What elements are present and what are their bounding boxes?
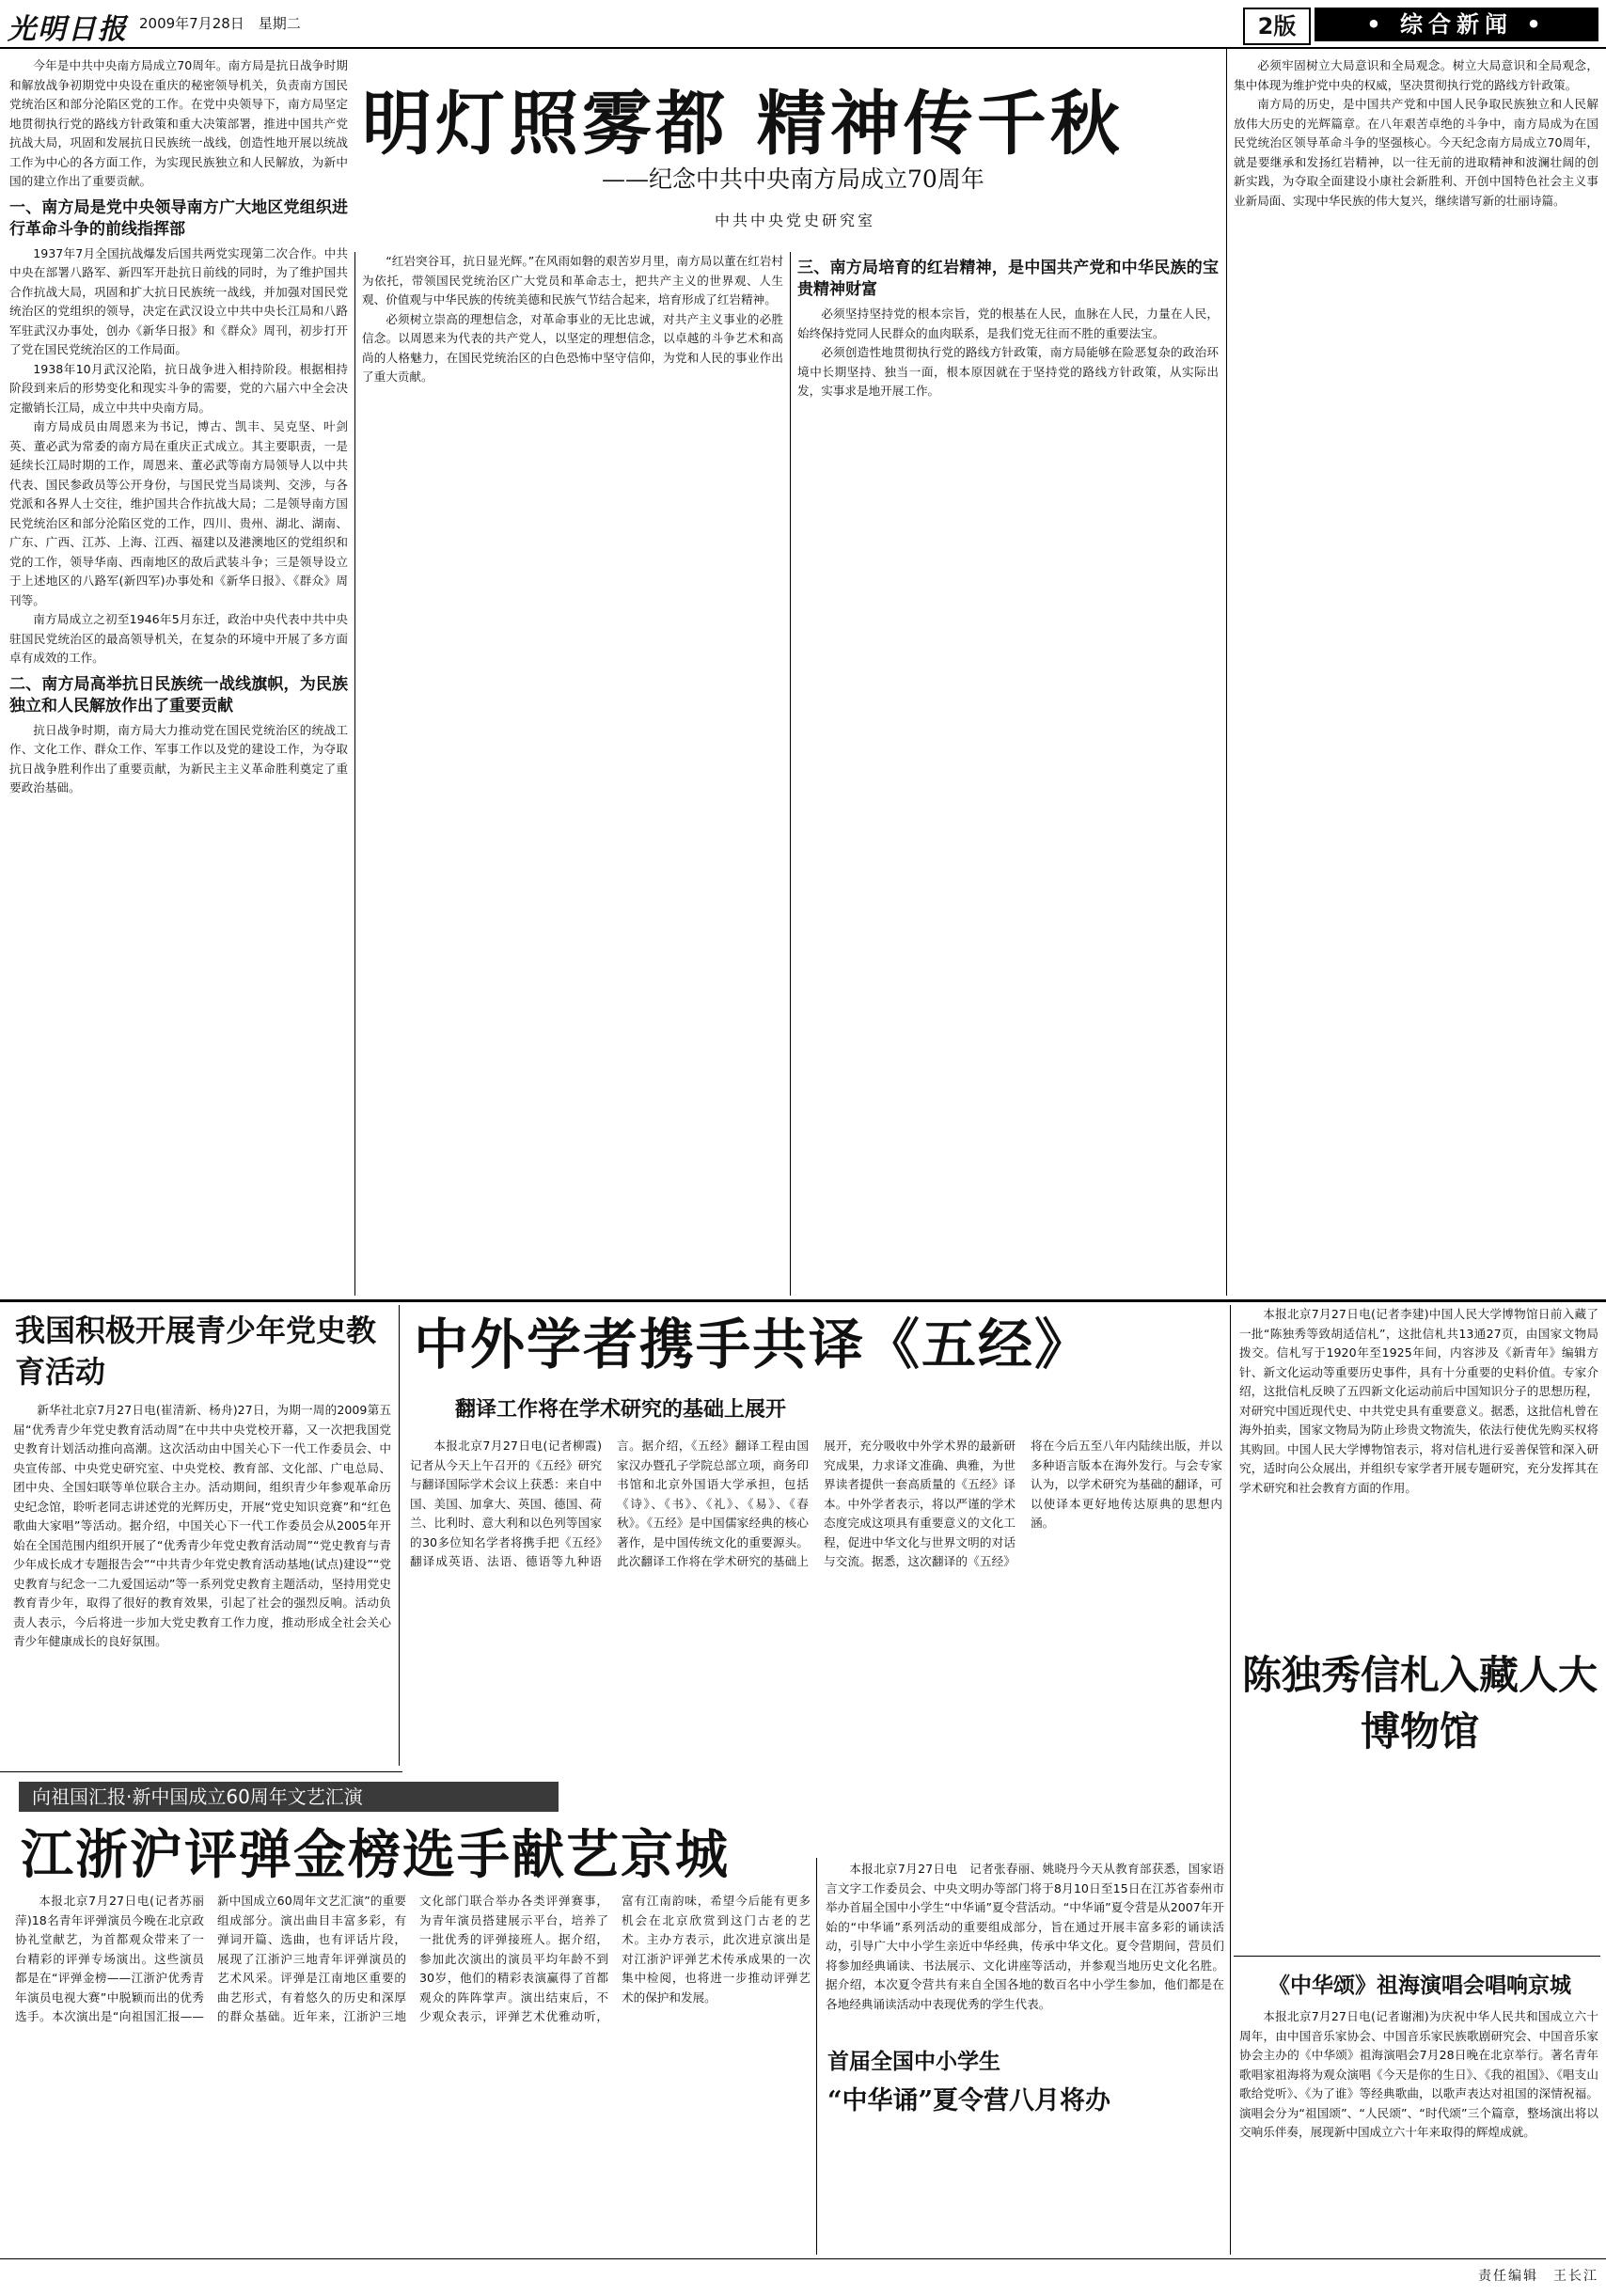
wujing-headline: 中外学者携手共译《五经》 <box>414 1313 1092 1376</box>
paragraph: 南方局成员由周恩来为书记，博古、凯丰、吴克坚、叶剑英、董必武为常委的南方局在重庆正式成立。其主要职责，一是延续长江局时期的工作，周恩来、董必武等南方局领导人以中共代表、国民参政员等公开身份，与国民党当局谈判、交涉，与各党派和各界人士交往，维护国共合作抗战大局；二是领导南方国民党统治区和部分沦陷区党的工作，四川、贵州、湖北、湖南、广东、广西、江苏、上海、江西、福建以及港澳地区的党组织和党的工作，领导华南、西南地区的敌后武装斗争；三是领导设立于上述地区的八路军(新四军)办事处和《新华日报》、《群众》周刊等。 <box>9 419 348 607</box>
main-column-3 <box>797 252 1219 1296</box>
chen-article <box>1239 1305 1598 1643</box>
paragraph: 1938年10月武汉沦陷，抗日战争进入相持阶段。根据相持阶段到来后的形势变化和现实斗争的需要，党的六届六中全会决定撤销长江局，成立中共中央南方局。 <box>9 361 348 415</box>
main-column-4 <box>1234 56 1598 1296</box>
main-headline: 明灯照雾都 精神传千秋 <box>362 84 1124 165</box>
chen-headline: 陈独秀信札入藏人大博物馆 <box>1241 1652 1598 1754</box>
main-subheadline: ——纪念中共中央南方局成立70周年 <box>602 165 984 193</box>
header-rule <box>0 47 1606 49</box>
paragraph: 本报北京7月27日电(记者柳霞)记者从今天上午召开的《五经》研究与翻译国际学术会议上获悉：来自中国、美国、加拿大、英国、德国、荷兰、比利时、意大利和以色列等国家的30多位知名学者将携手把《五经》翻译成英语、法语、德语等九种语言。据介绍，《五经》翻译工程由国家汉办暨孔子学院总部立项，商务印书馆和北京外国语大学承担，包括《诗》、《书》、《礼》、《易》、《春秋》。《五经》是中国儒家经典的核心著作，是中国传统文化的重要源头。此次翻译工作将在学术研究的基础上展开，充分吸收中外学术界的最新研究成果，力求译文准确、典雅，为世界读者提供一套高质量的《五经》译本。中外学者表示，将以严谨的学术态度完成这项具有重要意义的文化工程，促进中华文化与世界文明的对话与交流。据悉，这次翻译的《五经》将在今后五至八年内陆续出版，并以多种语言版本在海外发行。与会专家认为，以学术研究为基础的翻译，可以使译本更好地传达原典的思想内涵。 <box>410 1439 1222 1568</box>
paragraph: 本报北京7月27日电 记者张春丽、姚晓丹今天从教育部获悉，国家语言文字工作委员会、中央文明办等部门将于8月10日至15日在江苏省泰州市举办首届全国中小学生“中华诵”夏令营活动。“中华诵”夏令营是从2007年开始的“中华诵”系列活动的重要组成部分，旨在通过开展丰富多彩的诵读活动，引导广大中小学生亲近中华经典，传承中华文化。夏令营期间，营员们将参加经典诵读、书法展示、文化讲座等活动，并参观当地历史文化名胜。据介绍，本次夏令营共有来自全国各地的数百名中小学生参加，他们都是在各地经典诵读活动中表现优秀的学生代表。 <box>826 1862 1224 2011</box>
section-rule <box>0 1771 402 1772</box>
paragraph: 本报北京7月27日电(记者谢湘)为庆祝中华人民共和国成立六十周年，由中国音乐家协会、中国音乐家民族歌剧研究会、中国音乐家协会主办的《中华颂》祖海演唱会7月28日晚在北京举行。著名青年歌唱家祖海将为观众演唱《今天是你的生日》、《我的祖国》、《唱支山歌给党听》、《为了谁》等经典歌曲，以歌声表达对祖国的深情祝福。演唱会分为“祖国颂”、“人民颂”、“时代颂”三个篇章，整场演出将以交响乐伴奏，展现新中国成立六十年来取得的辉煌成就。 <box>1239 2009 1598 2139</box>
column-rule <box>354 252 355 1296</box>
newspaper-logo: 光明日报 <box>8 13 128 46</box>
section-rule <box>1234 1956 1600 1957</box>
jiang-article <box>15 1892 811 2258</box>
paragraph: 本报北京7月27日电(记者苏丽萍)18名青年评弹演员今晚在北京政协礼堂献艺，为首都观众带来了一台精彩的评弹专场演出。这些演员都是在“评弹金榜——江浙沪优秀青年演员电视大赛”中脱颖而出的优秀选手。本次演出是“向祖国汇报——新中国成立60周年文艺汇演”的重要组成部分。演出曲目丰富多彩，有弹词开篇、选曲，也有评话片段，展现了江浙沪三地青年评弹演员的艺术风采。评弹是江南地区重要的曲艺形式，有着悠久的历史和深厚的群众基础。近年来，江浙沪三地文化部门联合举办各类评弹赛事，为青年演员搭建展示平台，培养了一批优秀的评弹接班人。据介绍，参加此次演出的演员平均年龄不到30岁，他们的精彩表演赢得了首都观众的阵阵掌声。演出结束后，不少观众表示，评弹艺术优雅动听，富有江南韵味，希望今后能有更多机会在北京欣赏到这门古老的艺术。主办方表示，此次进京演出是对江浙沪评弹艺术传承成果的一次集中检阅，也将进一步推动评弹艺术的保护和发展。 <box>15 1894 811 2023</box>
paragraph: 本报北京7月27日电(记者李建)中国人民大学博物馆日前入藏了一批“陈独秀等致胡适信札”，这批信札共13通27页，由国家文物局拨交。信札写于1920年至1925年间，内容涉及《新青年》编辑方针、新文化运动等重要历史事件，具有十分重要的史料价值。专家介绍，这批信札反映了五四新文化运动前后中国知识分子的思想历程，对研究中国近现代史、中共党史具有重要意义。据悉，这批信札曾在海外拍卖，国家文物局为防止珍贵文物流失，依法行使优先购买权将其购回。中国人民大学博物馆表示，将对信札进行妥善保管和深入研究，适时向公众展出，并组织专家学者开展专题研究，充分发挥其在学术研究和社会教育方面的作用。 <box>1239 1307 1598 1495</box>
main-byline: 中共中央党史研究室 <box>715 212 876 229</box>
paragraph: “红岩突谷耳，抗日显光辉。”在风雨如磐的艰苦岁月里，南方局以董在红岩村为依托，带领国民党统治区广大党员和革命志士，把共产主义的世界观、人生观、价值观与中华民族的传统美德和民族气节结合起来，培育形成了红岩精神。 <box>362 254 783 307</box>
ode-article <box>1239 2007 1598 2259</box>
column-rule <box>399 1305 400 1766</box>
section-heading-1: 一、南方局是党中央领导南方广大地区党组织进行革命斗争的前线指挥部 <box>9 197 348 239</box>
paragraph: 抗日战争时期，南方局大力推动党在国民党统治区的统战工作、文化工作、群众工作、军事工作以及党的建设工作，为夺取抗日战争胜利作出了重要贡献，为新民主主义革命胜利奠定了重要政治基础。 <box>9 722 348 794</box>
section-name: • 综合新闻 • <box>1315 8 1598 41</box>
footer-editor: 责任编辑 王长江 <box>1478 2269 1598 2284</box>
paragraph: 必须牢固树立大局意识和全局观念。树立大局意识和全局观念，集中体现为维护党中央的权威，坚决贯彻执行党的路线方针政策。 <box>1234 58 1598 92</box>
event-banner: 向祖国汇报·新中国成立60周年文艺汇演 <box>19 1782 559 1812</box>
footer-rule <box>0 2258 1606 2259</box>
songs-kicker: 首届全国中小学生 <box>827 2049 1000 2074</box>
wujing-subheadline: 翻译工作将在学术研究的基础上展开 <box>455 1397 787 1422</box>
songs-article-top <box>826 1860 1224 2037</box>
main-column-2 <box>362 252 783 1296</box>
column-rule <box>1226 49 1227 1296</box>
paragraph: 新华社北京7月27日电(崔清新、杨舟)27日，为期一周的2009第五届“优秀青少年党史教育活动周”在中共中央党校开幕，又一次把我国党史教育计划活动推向高潮。这次活动由中国关心下一代工作委员会、中央宣传部、中央党史研究室、中央党校、教育部、文化部、广电总局、团中央、全国妇联等单位联合主办。活动期间，组织青少年参观革命历史纪念馆，聆听老同志讲述党的光辉历史，开展“党史知识竞赛”和“红色歌曲大家唱”等活动。据介绍，中国关心下一代工作委员会从2005年开始在全国范围内组织开展了“优秀青少年党史教育活动周”“党史教育与青少年成长成才专题报告会”“中共青少年党史教育活动基地(试点)建设”“党史教育与纪念一二九爱国运动”等一系列党史教育主题活动，坚持用党史教育青少年，取得了很好的教育效果，引起了社会的强烈反响。活动负责人表示，今后将进一步加大党史教育工作力度，推动形成全社会关心青少年健康成长的良好氛围。 <box>13 1403 391 1648</box>
issue-date: 2009年7月28日 星期二 <box>139 15 301 32</box>
column-rule <box>816 1858 817 2255</box>
songs-title: “中华诵”夏令营八月将办 <box>827 2086 1111 2115</box>
ode-headline: 《中华颂》祖海演唱会唱响京城 <box>1268 1973 1571 1998</box>
paragraph: 必须创造性地贯彻执行党的路线方针政策，南方局能够在险恶复杂的政治环境中长期坚持、独当一面，根本原因就在于坚持党的路线方针政策，从实际出发，实事求是地开展工作。 <box>797 345 1219 398</box>
jiang-headline: 江浙沪评弹金榜选手献艺京城 <box>21 1824 730 1886</box>
paragraph: 必须坚持坚持党的根本宗旨，党的根基在人民，血脉在人民，力量在人民，始终保持党同人民群众的血肉联系，是我们党无往而不胜的重要法宝。 <box>797 307 1219 340</box>
songs-headline <box>827 2042 1241 2121</box>
edition-number: 2版 <box>1243 8 1311 45</box>
youth-headline: 我国积极开展青少年党史教育活动 <box>15 1313 377 1390</box>
paragraph: 1937年7月全国抗战爆发后国共两党实现第二次合作。中共中央在部署八路军、新四军开赴抗日前线的同时，为了维护国共合作抗战大局，巩固和扩大抗日民族统一战线，并加强对国民党统治区的党组织的领导，决定在武汉设立中共中央长江局和八路军驻武汉办事处，创办《新华日报》和《群众》周刊，初步打开了党在国民党统治区的工作局面。 <box>9 245 348 356</box>
section-rule <box>0 1299 1606 1302</box>
section-heading-3: 三、南方局培育的红岩精神，是中国共产党和中华民族的宝贵精神财富 <box>797 259 1219 299</box>
paragraph: 南方局的历史，是中国共产党和中国人民争取民族独立和人民解放伟大历史的光辉篇章。在八年艰苦卓绝的斗争中，南方局成为在国民党统治区领导革命斗争的坚强核心。今天纪念南方局成立70周年，就是要继承和发扬红岩精神，以一往无前的进取精神和波澜壮阔的创新实践，为夺取全面建设小康社会新胜利、开创中国特色社会主义事业新局面、实现中华民族的伟大复兴，继续谱写新的壮丽诗篇。 <box>1234 97 1598 208</box>
youth-article <box>13 1401 391 1768</box>
main-lead: 今年是中共中央南方局成立70周年。南方局是抗日战争时期和解放战争初期党中央设在重庆的秘密领导机关，负责南方国民党统治区和部分沦陷区党的工作。在党中央领导下，南方局坚定地贯彻执行党的路线方针政策和重大决策部署，推进中国共产党抗战大局，巩固和发展抗日民族统一战线，创造性地开展以统战工作为中心的各方面工作，为实现民族独立和人民解放，为新中国的建立作出了重要贡献。 <box>9 58 348 188</box>
column-rule <box>790 252 791 1296</box>
paragraph: 南方局成立之初至1946年5月东迁，政治中央代表中共中央驻国民党统治区的最高领导机关，在复杂的环境中开展了多方面卓有成效的工作。 <box>9 612 348 665</box>
main-column-1 <box>9 56 348 1297</box>
paragraph: 必须树立崇高的理想信念，对革命事业的无比忠诚，对共产主义事业的必胜信念。以周恩来为代表的共产党人，以坚定的理想信念，以卓越的斗争艺术和高尚的人格魅力，在国民党统治区的白色恐怖中坚守信仰，为党和人民的事业作出了重大贡献。 <box>362 311 783 384</box>
section-heading-2: 二、南方局高举抗日民族统一战线旗帜，为民族独立和人民解放作出了重要贡献 <box>9 674 348 716</box>
